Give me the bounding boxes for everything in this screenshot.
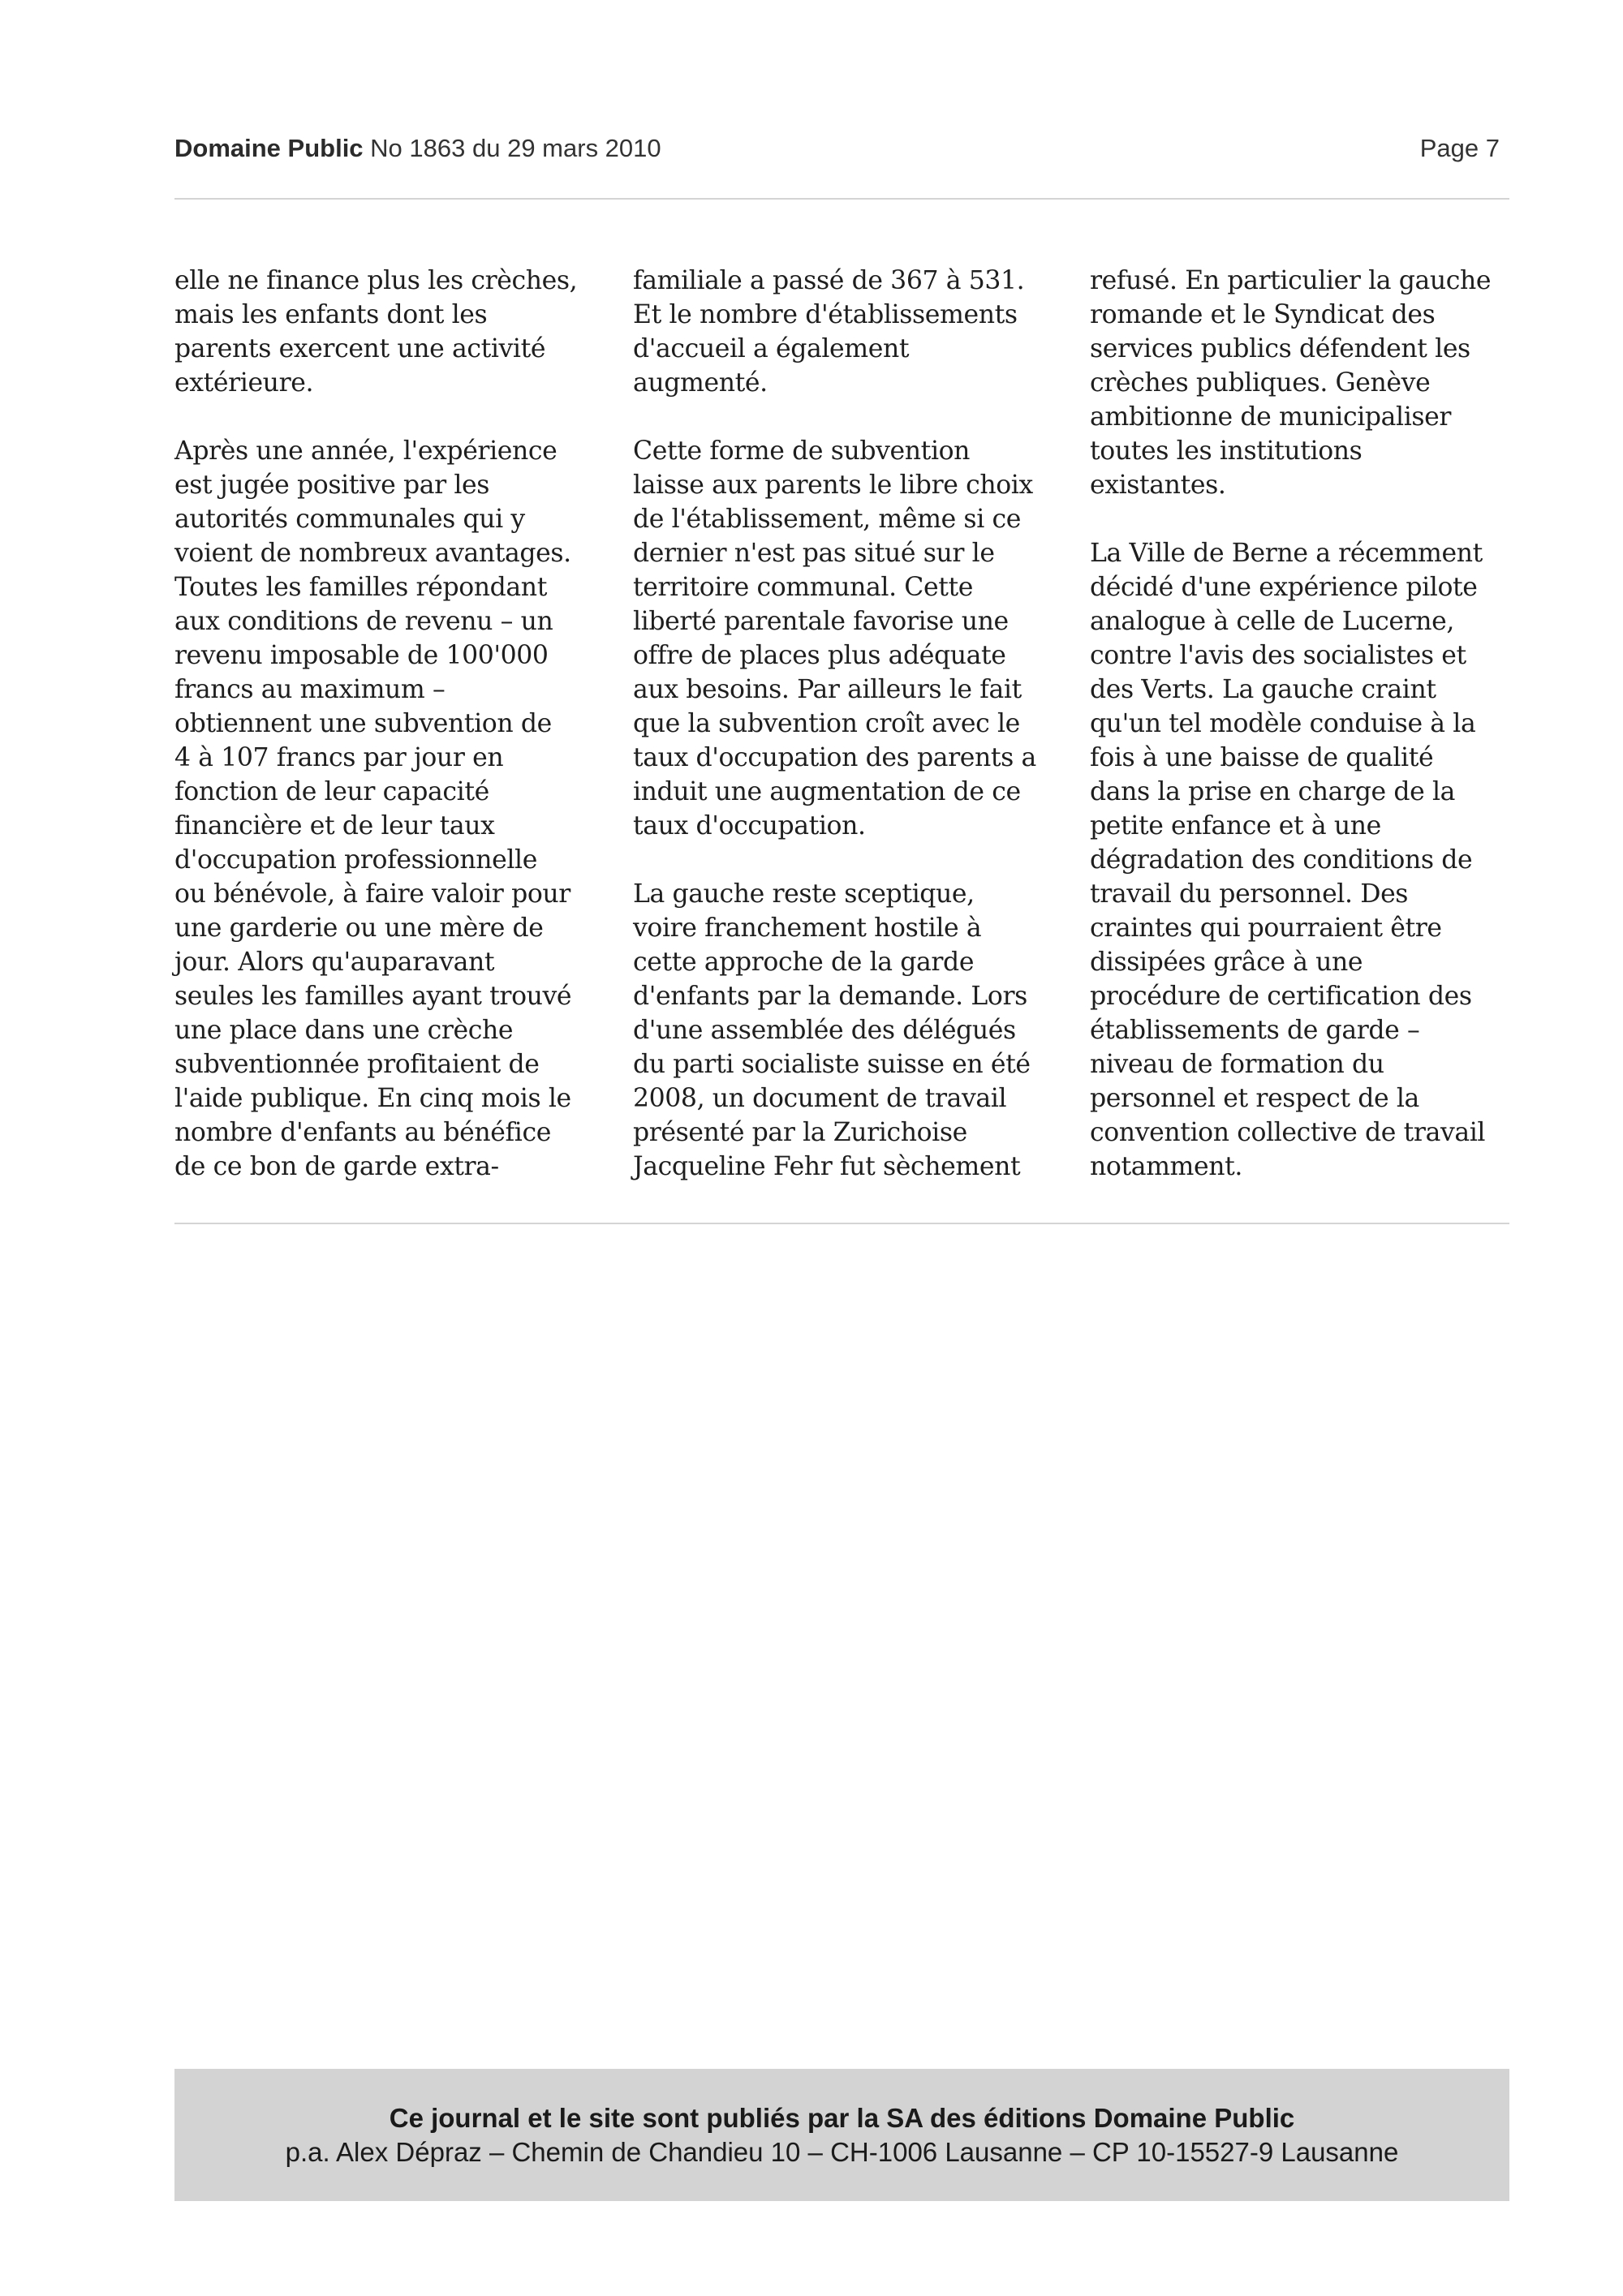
text-line: dernier n'est pas situé sur le	[633, 539, 995, 568]
text-line: offre de places plus adéquate	[633, 641, 1006, 670]
article-end-divider	[174, 1223, 1509, 1224]
text-line: ou bénévole, à faire valoir pour	[174, 879, 570, 909]
issue-info: No 1863 du 29 mars 2010	[370, 134, 661, 162]
text-line: Cette forme de subvention	[633, 436, 971, 466]
article-columns	[174, 264, 1509, 1205]
text-line: familiale a passé de 367 à 531.	[633, 266, 1025, 295]
text-line: voire franchement hostile à	[633, 914, 982, 943]
footer-address-line: p.a. Alex Dépraz – Chemin de Chandieu 10 – CH-1006 Lausanne – CP 10-15527-9 Lausanne	[285, 2137, 1399, 2167]
text-line: revenu imposable de 100'000	[174, 641, 549, 670]
text-line: 4 à 107 francs par jour en	[174, 743, 504, 772]
text-line: convention collective de travail	[1090, 1118, 1486, 1147]
text-line: personnel et respect de la	[1090, 1084, 1419, 1113]
page-number: Page 7	[1419, 134, 1500, 162]
text-line: induit une augmentation de ce	[633, 777, 1021, 806]
text-line: subventionnée profitaient de	[174, 1050, 540, 1079]
paragraph	[633, 264, 1055, 400]
text-line: La Ville de Berne a récemment	[1090, 539, 1483, 568]
text-line: fonction de leur capacité	[174, 777, 489, 806]
text-line: augmenté.	[633, 368, 768, 398]
text-line: existantes.	[1090, 471, 1226, 500]
paragraph	[1090, 264, 1512, 502]
text-line: travail du personnel. Des	[1090, 879, 1409, 909]
text-line: des Verts. La gauche craint	[1090, 675, 1436, 704]
text-line: Toutes les familles répondant	[174, 573, 547, 602]
text-line: jour. Alors qu'auparavant	[174, 948, 495, 977]
text-line: d'accueil a également	[633, 334, 910, 363]
text-line: liberté parentale favorise une	[633, 607, 1009, 636]
text-line: procédure de certification des	[1090, 982, 1472, 1011]
text-line: crèches publiques. Genève	[1090, 368, 1431, 398]
text-line: du parti socialiste suisse en été	[633, 1050, 1031, 1079]
text-line: refusé. En particulier la gauche	[1090, 266, 1492, 295]
text-line: présenté par la Zurichoise	[633, 1118, 967, 1147]
text-line: territoire communal. Cette	[633, 573, 974, 602]
paragraph	[1090, 536, 1512, 1184]
text-line: parents exercent une activité	[174, 334, 546, 363]
header-divider	[174, 198, 1509, 200]
text-line: aux besoins. Par ailleurs le fait	[633, 675, 1022, 704]
paragraph	[633, 434, 1055, 843]
text-column-1	[174, 264, 596, 1184]
text-line: d'occupation professionnelle	[174, 845, 537, 875]
text-line: voient de nombreux avantages.	[174, 539, 571, 568]
text-column-3	[1090, 264, 1512, 1184]
text-line: notamment.	[1090, 1152, 1243, 1181]
text-line: La gauche reste sceptique,	[633, 879, 975, 909]
text-line: autorités communales qui y	[174, 505, 525, 534]
paragraph	[174, 434, 596, 1184]
text-line: financière et de leur taux	[174, 811, 495, 841]
text-line: fois à une baisse de qualité	[1090, 743, 1434, 772]
text-column-2	[633, 264, 1055, 1184]
text-line: taux d'occupation.	[633, 811, 866, 841]
text-line: toutes les institutions	[1090, 436, 1363, 466]
text-line: l'aide publique. En cinq mois le	[174, 1084, 571, 1113]
text-line: une garderie ou une mère de	[174, 914, 544, 943]
text-line: d'enfants par la demande. Lors	[633, 982, 1027, 1011]
text-line: Et le nombre d'établissements	[633, 300, 1018, 329]
text-line: ambitionne de municipaliser	[1090, 402, 1452, 432]
text-line: extérieure.	[174, 368, 314, 398]
text-line: laisse aux parents le libre choix	[633, 471, 1033, 500]
text-line: cette approche de la garde	[633, 948, 975, 977]
publisher-footer	[174, 2069, 1509, 2201]
text-line: taux d'occupation des parents a	[633, 743, 1036, 772]
text-line: analogue à celle de Lucerne,	[1090, 607, 1454, 636]
text-line: elle ne finance plus les crèches,	[174, 266, 578, 295]
text-line: mais les enfants dont les	[174, 300, 488, 329]
text-line: est jugée positive par les	[174, 471, 490, 500]
footer-publisher-line: Ce journal et le site sont publiés par la SA des éditions Domaine Public	[389, 2103, 1295, 2133]
text-line: décidé d'une expérience pilote	[1090, 573, 1478, 602]
text-line: d'une assemblée des délégués	[633, 1016, 1016, 1045]
text-line: contre l'avis des socialistes et	[1090, 641, 1466, 670]
text-line: nombre d'enfants au bénéfice	[174, 1118, 551, 1147]
publication-name: Domaine Public	[174, 134, 364, 162]
text-line: petite enfance et à une	[1090, 811, 1381, 841]
text-line: qu'un tel modèle conduise à la	[1090, 709, 1476, 738]
text-line: services publics défendent les	[1090, 334, 1470, 363]
text-line: dissipées grâce à une	[1090, 948, 1363, 977]
text-line: une place dans une crèche	[174, 1016, 514, 1045]
text-line: établissements de garde –	[1090, 1016, 1420, 1045]
text-line: de l'établissement, même si ce	[633, 505, 1021, 534]
text-line: aux conditions de revenu – un	[174, 607, 553, 636]
paragraph	[174, 264, 596, 400]
page-header	[174, 134, 1509, 170]
text-line: obtiennent une subvention de	[174, 709, 552, 738]
paragraph	[633, 877, 1055, 1184]
text-line: francs au maximum –	[174, 675, 446, 704]
text-line: que la subvention croît avec le	[633, 709, 1020, 738]
text-line: dans la prise en charge de la	[1090, 777, 1455, 806]
text-line: niveau de formation du	[1090, 1050, 1384, 1079]
text-line: seules les familles ayant trouvé	[174, 982, 572, 1011]
text-line: Après une année, l'expérience	[174, 436, 558, 466]
text-line: dégradation des conditions de	[1090, 845, 1473, 875]
text-line: romande et le Syndicat des	[1090, 300, 1436, 329]
text-line: craintes qui pourraient être	[1090, 914, 1442, 943]
text-line: 2008, un document de travail	[633, 1084, 1007, 1113]
text-line: de ce bon de garde extra-	[174, 1152, 499, 1181]
text-line: Jacqueline Fehr fut sèchement	[633, 1152, 1021, 1181]
